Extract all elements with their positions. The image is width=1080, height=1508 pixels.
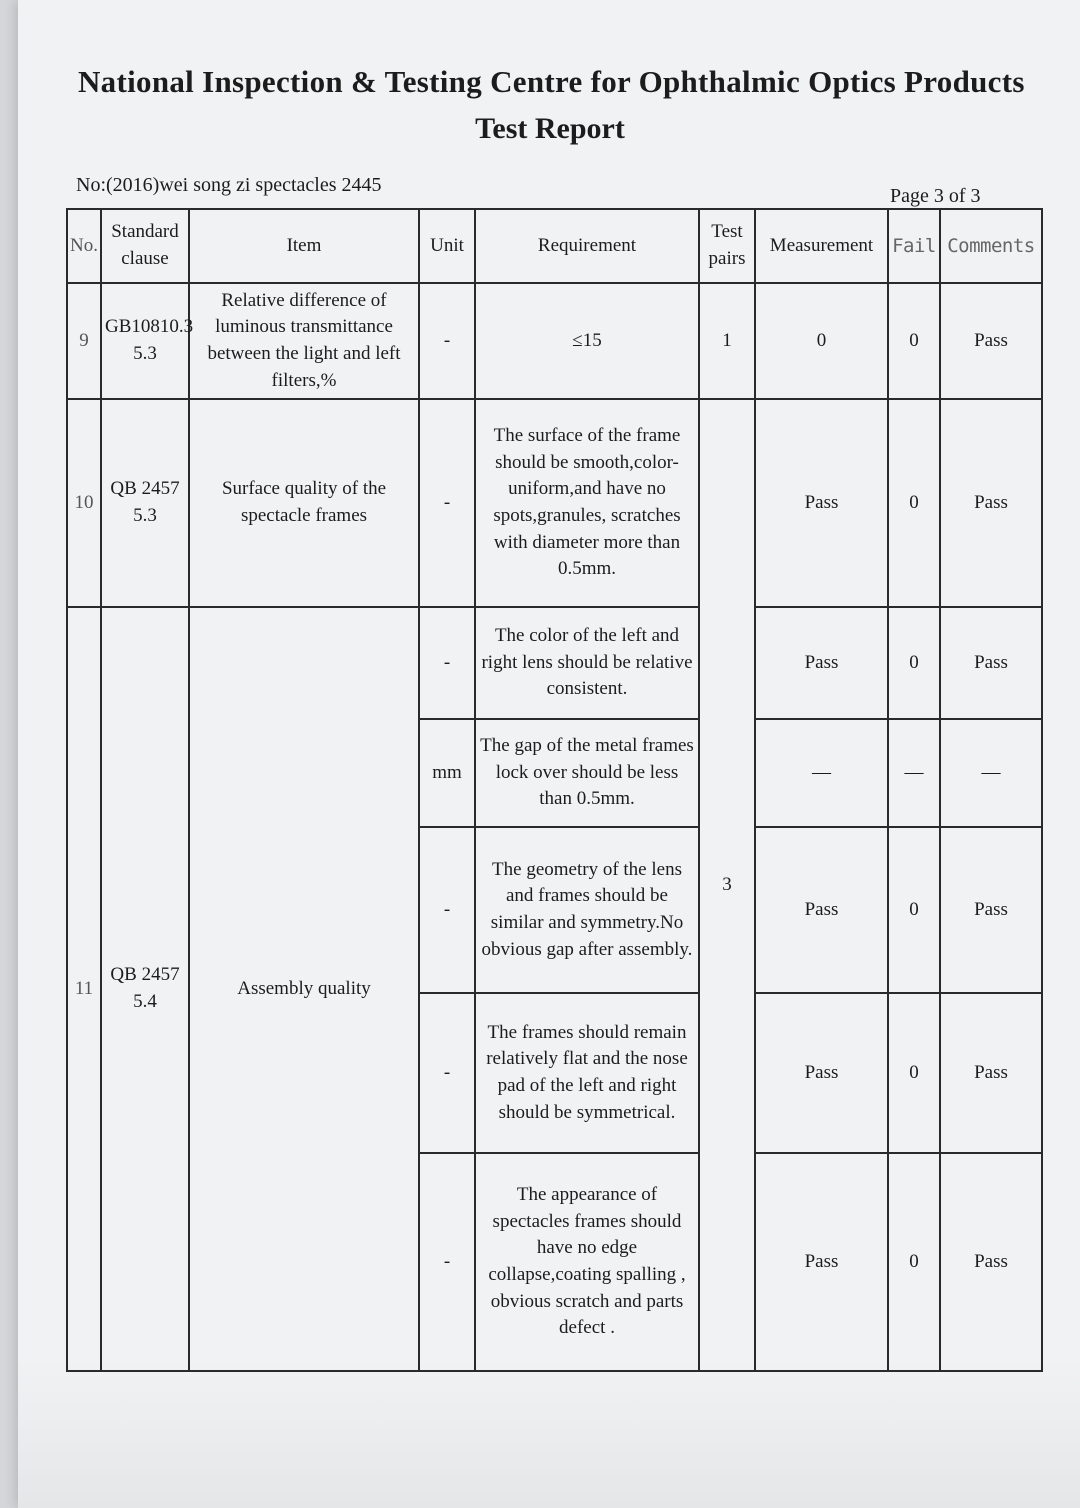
row-fail: 0 xyxy=(888,827,940,993)
table-row xyxy=(67,283,1042,399)
row-item: Relative difference of luminous transmittance between the light and left filters,% xyxy=(189,283,419,399)
header-no: No. xyxy=(67,209,101,283)
row-no: 11 xyxy=(67,607,101,1371)
table-row xyxy=(67,399,1042,607)
row-fail: — xyxy=(888,719,940,827)
header-test-pairs: Test pairs xyxy=(699,209,755,283)
row-unit: - xyxy=(419,399,475,607)
row-comments: Pass xyxy=(940,399,1042,607)
header-item: Item xyxy=(189,209,419,283)
centre-title: National Inspection & Testing Centre for Ophthalmic Optics Products xyxy=(78,64,1025,99)
row-unit: - xyxy=(419,607,475,719)
row-clause: GB10810.3 5.3 xyxy=(101,283,189,399)
row-clause: QB 2457 5.4 xyxy=(101,607,189,1371)
row-fail: 0 xyxy=(888,1153,940,1371)
row-item: Surface quality of the spectacle frames xyxy=(189,399,419,607)
header-fail: Fail xyxy=(888,209,940,283)
row-unit: - xyxy=(419,993,475,1153)
row-unit: mm xyxy=(419,719,475,827)
page-number: Page 3 of 3 xyxy=(890,185,981,207)
header-measurement: Measurement xyxy=(755,209,888,283)
row-fail: 0 xyxy=(888,993,940,1153)
row-unit: - xyxy=(419,1153,475,1371)
row-comments: Pass xyxy=(940,993,1042,1153)
row-fail: 0 xyxy=(888,283,940,399)
header-unit: Unit xyxy=(419,209,475,283)
report-title: Test Report xyxy=(475,112,625,145)
row-unit: - xyxy=(419,827,475,993)
row-comments: — xyxy=(940,719,1042,827)
row-measurement: Pass xyxy=(755,1153,888,1371)
row-comments: Pass xyxy=(940,827,1042,993)
row-test-pairs: 3 xyxy=(699,399,755,1371)
row-requirement: The surface of the frame should be smooth,color-uniform,and have no spots,granules, scratches with diameter more than 0.5mm. xyxy=(475,399,699,607)
row-requirement: ≤15 xyxy=(475,283,699,399)
report-number: No:(2016)wei song zi spectacles 2445 xyxy=(76,174,382,196)
table-header-row xyxy=(67,209,1042,283)
row-test-pairs: 1 xyxy=(699,283,755,399)
row-requirement: The color of the left and right lens should be relative consistent. xyxy=(475,607,699,719)
row-fail: 0 xyxy=(888,607,940,719)
row-requirement: The appearance of spectacles frames should have no edge collapse,coating spalling , obvious scratch and parts defect . xyxy=(475,1153,699,1371)
row-measurement: Pass xyxy=(755,827,888,993)
header-comments: Comments xyxy=(940,209,1042,283)
row-requirement: The frames should remain relatively flat and the nose pad of the left and right should be symmetrical. xyxy=(475,993,699,1153)
row-unit: - xyxy=(419,283,475,399)
row-measurement: Pass xyxy=(755,993,888,1153)
row-item: Assembly quality xyxy=(189,607,419,1371)
row-requirement: The geometry of the lens and frames should be similar and symmetry.No obvious gap after assembly. xyxy=(475,827,699,993)
row-measurement: Pass xyxy=(755,399,888,607)
row-measurement: — xyxy=(755,719,888,827)
row-fail: 0 xyxy=(888,399,940,607)
row-comments: Pass xyxy=(940,607,1042,719)
row-comments: Pass xyxy=(940,283,1042,399)
test-results-table xyxy=(66,208,1043,1372)
row-measurement: Pass xyxy=(755,607,888,719)
row-comments: Pass xyxy=(940,1153,1042,1371)
row-clause: QB 2457 5.3 xyxy=(101,399,189,607)
row-no: 9 xyxy=(67,283,101,399)
row-requirement: The gap of the metal frames lock over should be less than 0.5mm. xyxy=(475,719,699,827)
row-no: 10 xyxy=(67,399,101,607)
header-requirement: Requirement xyxy=(475,209,699,283)
header-standard-clause: Standard clause xyxy=(101,209,189,283)
table-row xyxy=(67,607,1042,719)
row-measurement: 0 xyxy=(755,283,888,399)
